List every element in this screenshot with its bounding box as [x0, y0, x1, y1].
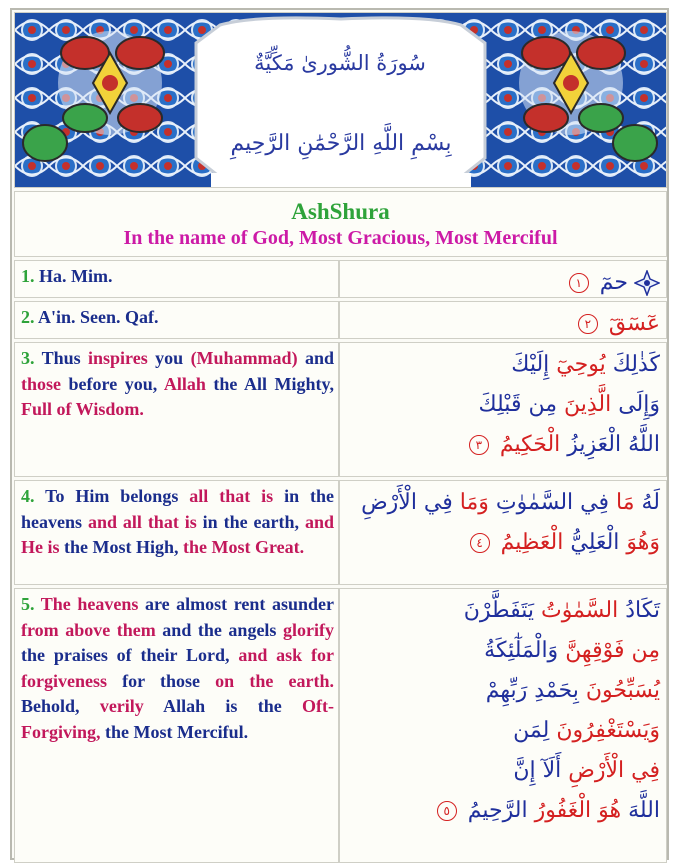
arabic-word: السَّمٰوٰتُ — [540, 598, 619, 623]
verse-english — [15, 343, 340, 476]
verse-text-segment: Allah is the — [143, 696, 302, 716]
verse-text-segment: before you, — [61, 373, 164, 394]
arabic-word: وَإِلَى — [611, 392, 660, 417]
bismillah-english: In the name of God, Most Gracious, Most Merciful — [123, 227, 558, 249]
verse-text-segment: and — [297, 348, 334, 368]
verse-text-segment: Oft-Forgiving, — [21, 696, 334, 742]
arabic-word: فِي الْأَرْضِ — [361, 490, 460, 515]
verse-row — [14, 588, 667, 863]
arabic-word: وَمَا — [459, 490, 489, 515]
arabic-word: الْحَكِيمُ — [499, 432, 561, 457]
arabic-word: وَهُوَ — [626, 530, 660, 555]
verse-english — [15, 589, 340, 862]
verse-number: 4. — [21, 486, 35, 506]
verse-text-segment: all that is — [189, 486, 274, 506]
arabic-word: فِي الْأَرْضِ — [568, 758, 660, 783]
arabic-word: لَهُ — [634, 490, 660, 515]
verse-text-segment: and the angels — [155, 619, 283, 640]
arabic-word: الْعَزِيزُ — [560, 432, 622, 457]
verse-text-segment: Ha. Mim. — [34, 266, 113, 286]
verse-text-segment: in the heavens — [21, 486, 335, 532]
verse-english — [15, 261, 340, 297]
verse-row — [14, 342, 667, 477]
arabic-line — [346, 671, 660, 711]
arabic-word: مَا — [616, 490, 635, 515]
verse-text-segment: those — [21, 373, 61, 394]
ornamental-star-icon — [634, 270, 660, 296]
arabic-word: وَيَسْتَغْفِرُونَ — [556, 718, 660, 743]
arabic-word: الَّذِينَ — [563, 392, 612, 417]
arabic-word: وَالْمَلٰٓئِكَةُ — [484, 638, 566, 663]
verse-arabic — [340, 589, 666, 862]
arabic-word: أَلَآ إِنَّ — [513, 758, 569, 783]
arabic-word: يُسَبِّحُونَ — [585, 678, 660, 703]
verse-text-segment: verily — [99, 696, 144, 716]
verse-rows — [14, 260, 667, 863]
arabic-word: يَتَفَطَّرْنَ — [463, 598, 541, 623]
arabic-word: اللَّهُ — [621, 432, 660, 457]
arabic-line — [346, 591, 660, 631]
verse-text-segment: Full of Wisdom. — [21, 399, 144, 419]
arabic-word: بِحَمْدِ رَبِّهِمْ — [485, 678, 586, 703]
verse-english — [15, 481, 340, 584]
verse-text-segment: and He is — [21, 511, 334, 557]
verse-text-segment: To Him belongs — [34, 486, 190, 506]
verse-arabic — [340, 302, 666, 338]
arabic-word: لِمَن — [513, 718, 557, 743]
verse-text-segment: in the earth, — [196, 511, 305, 532]
verse-text-segment: A'in. Seen. Qaf. — [34, 307, 159, 327]
ayah-number-mark: ١ — [569, 273, 589, 293]
arabic-line — [346, 483, 660, 523]
verse-arabic — [340, 343, 666, 476]
arabic-line — [346, 345, 660, 385]
arabic-line — [346, 263, 660, 303]
verses-table — [14, 191, 667, 863]
arabic-word: يُوحِيٓ — [556, 352, 606, 377]
arabic-word: اللَّهَ — [621, 798, 660, 823]
arabic-word: الرَّحِيمُ — [467, 798, 535, 823]
ayah-number-mark: ٥ — [437, 801, 457, 821]
verse-arabic — [340, 481, 666, 584]
arabic-line — [346, 425, 660, 465]
verse-number: 5. — [21, 594, 35, 614]
verse-text-segment: on the earth. — [215, 670, 334, 691]
arabic-line — [346, 304, 660, 344]
verse-english — [15, 302, 340, 338]
verse-text-segment: for those — [106, 670, 216, 691]
verse-text-segment: Behold, — [21, 696, 100, 716]
arabic-word: هُوَ الْغَفُورُ — [534, 798, 622, 823]
arabic-word: فِي السَّمٰوٰتِ — [488, 490, 616, 515]
ayah-number-mark: ٤ — [470, 533, 490, 553]
arabic-word: كَذٰلِكَ — [605, 352, 660, 377]
verse-row — [14, 260, 667, 298]
arabic-word: حمٓ — [599, 270, 628, 295]
verse-text-segment: The heavens — [34, 594, 139, 614]
decorative-header — [14, 12, 667, 188]
verse-text-segment: (Muhammad) — [190, 348, 298, 368]
surah-name: AshShura — [291, 199, 390, 224]
verse-text-segment: Allah — [163, 373, 206, 394]
arabic-word: الْعَلِيُّ — [563, 530, 627, 555]
arabic-line — [346, 791, 660, 831]
verse-number: 3. — [21, 348, 35, 368]
arabic-word: مِن فَوْقِهِنَّ — [565, 638, 660, 663]
bismillah-arabic: بِسْمِ اللَّهِ الرَّحْمَٰنِ الرَّحِيمِ — [230, 131, 452, 156]
arabic-word: إِلَيْكَ — [511, 352, 557, 377]
surah-title-arabic: سُورَةُ الشُّورىٰ مَكِّيَّةٌ — [254, 51, 426, 75]
verse-text-segment: the All Mighty, — [205, 373, 334, 394]
verse-text-segment: from above them — [21, 619, 156, 640]
arabic-line — [346, 631, 660, 671]
verse-arabic — [340, 261, 666, 297]
verse-text-segment: the Most Merciful. — [100, 721, 249, 742]
arabic-line — [346, 385, 660, 425]
arabic-line — [346, 711, 660, 751]
verse-number: 1. — [21, 266, 35, 286]
verse-text-segment: the Most Great. — [183, 537, 305, 557]
verse-row — [14, 480, 667, 585]
verse-text-segment: are almost rent asunder — [138, 594, 335, 614]
verse-row — [14, 301, 667, 339]
title-row — [14, 191, 667, 257]
verse-text-segment: Thus — [34, 348, 89, 368]
verse-text-segment: you — [147, 348, 191, 368]
verse-text-segment: the Most High, — [59, 537, 183, 557]
arabic-line — [346, 523, 660, 563]
verse-text-segment: the praises of their Lord, — [21, 645, 239, 665]
arabic-line — [346, 751, 660, 791]
verse-text-segment: glorify — [283, 619, 334, 640]
ayah-number-mark: ٣ — [469, 435, 489, 455]
arabic-word: مِن قَبْلِكَ — [478, 392, 564, 417]
verse-text-segment: and all that is — [87, 511, 197, 532]
arabic-word: الْعَظِيمُ — [500, 530, 564, 555]
verse-text-segment: and ask for forgiveness — [21, 645, 334, 691]
verse-text-segment: inspires — [88, 348, 148, 368]
ayah-number-mark: ٢ — [578, 314, 598, 334]
arabic-word: تَكَادُ — [618, 598, 660, 623]
arabic-word: عٓسٓقٓ — [608, 311, 660, 336]
ornament-illumination — [15, 13, 666, 187]
verse-number: 2. — [21, 307, 35, 327]
